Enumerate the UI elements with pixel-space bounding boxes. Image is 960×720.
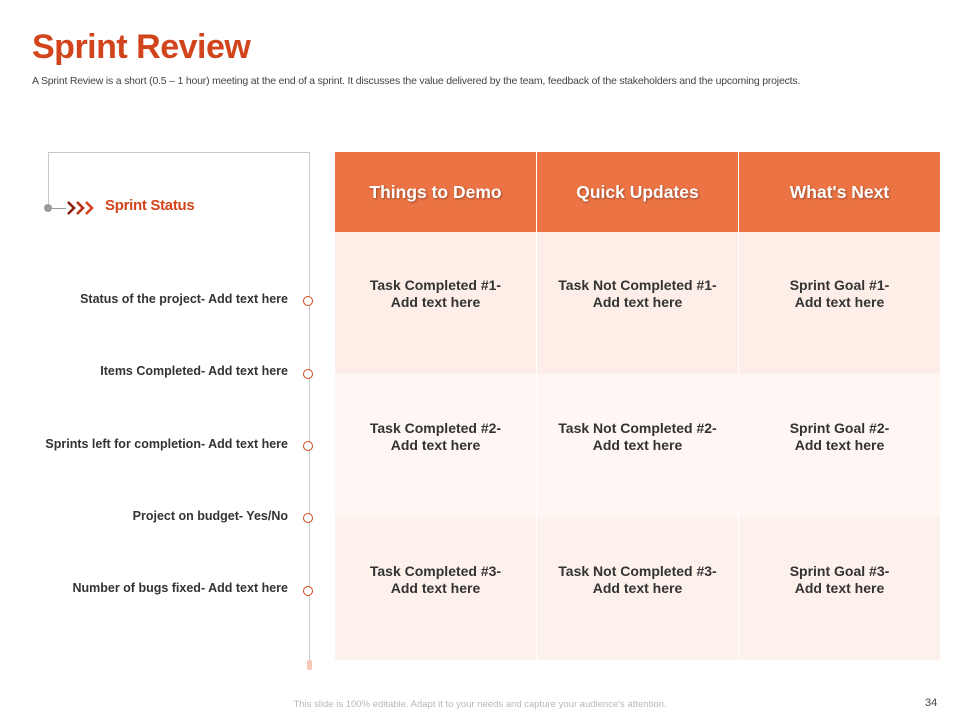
cell-line: Add text here <box>390 579 481 596</box>
timeline-ring-icon <box>303 586 313 596</box>
table-cell <box>335 232 536 374</box>
cell-line: Add text here <box>592 294 683 310</box>
header-quick-updates: Quick Updates <box>537 152 738 232</box>
cell-line: Sprint Goal #3- <box>789 562 890 579</box>
table-cell <box>335 517 536 660</box>
cell-line: Add text here <box>390 436 481 453</box>
sprint-status-label: Sprint Status <box>105 197 195 214</box>
chevron-right-triple-icon <box>66 198 98 218</box>
cell-line: Sprint Goal #2- <box>789 419 890 436</box>
timeline-ring-icon <box>303 441 313 451</box>
table-cell <box>739 374 940 517</box>
timeline-ring-icon <box>303 369 313 379</box>
timeline-ring-icon <box>303 296 313 306</box>
cell-line: Task Not Completed #2- <box>558 419 717 436</box>
table-cell <box>739 517 940 660</box>
slide-title: Sprint Review <box>32 28 251 66</box>
cell-line: Add text here <box>390 294 481 310</box>
table-cell <box>537 232 738 374</box>
sprint-review-table <box>335 152 940 660</box>
table-cell <box>537 517 738 660</box>
timeline-ring-icon <box>303 513 313 523</box>
cell-line: Task Completed #3- <box>369 562 502 579</box>
cell-line: Add text here <box>592 579 683 596</box>
cell-line: Add text here <box>794 579 885 596</box>
header-whats-next: What's Next <box>739 152 940 232</box>
status-item-sprints-left: Sprints left for completion- Add text here <box>45 437 288 451</box>
page-number: 34 <box>925 697 938 709</box>
cell-line: Task Completed #1- <box>369 277 502 293</box>
table-cell <box>335 374 536 517</box>
status-item-project: Status of the project- Add text here <box>80 292 288 306</box>
status-dot-icon <box>44 204 52 212</box>
slide-footer: This slide is 100% editable. Adapt it to your needs and capture your audience's attention. <box>293 699 667 710</box>
slide-subtitle: A Sprint Review is a short (0.5 – 1 hour) meeting at the end of a sprint. It discusses the value delivered by the team, feedback of the stakeholders and the upcoming projects. <box>32 75 801 87</box>
cell-line: Add text here <box>794 436 885 453</box>
cell-line: Task Completed #2- <box>369 419 502 436</box>
table-cell <box>537 374 738 517</box>
panel-frame-top <box>48 152 310 153</box>
cell-line: Sprint Goal #1- <box>789 277 890 293</box>
status-item-items-completed: Items Completed- Add text here <box>100 364 288 378</box>
status-item-budget: Project on budget- Yes/No <box>132 509 288 523</box>
cell-line: Add text here <box>794 294 885 310</box>
cell-line: Add text here <box>592 436 683 453</box>
status-connector <box>52 208 66 209</box>
panel-frame-left <box>48 152 49 204</box>
cell-line: Task Not Completed #1- <box>558 277 717 293</box>
status-item-bugs-fixed: Number of bugs fixed- Add text here <box>72 581 288 595</box>
header-things-to-demo: Things to Demo <box>335 152 536 232</box>
cell-line: Task Not Completed #3- <box>558 562 717 579</box>
table-cell <box>739 232 940 374</box>
timeline-end-cap <box>307 660 312 670</box>
